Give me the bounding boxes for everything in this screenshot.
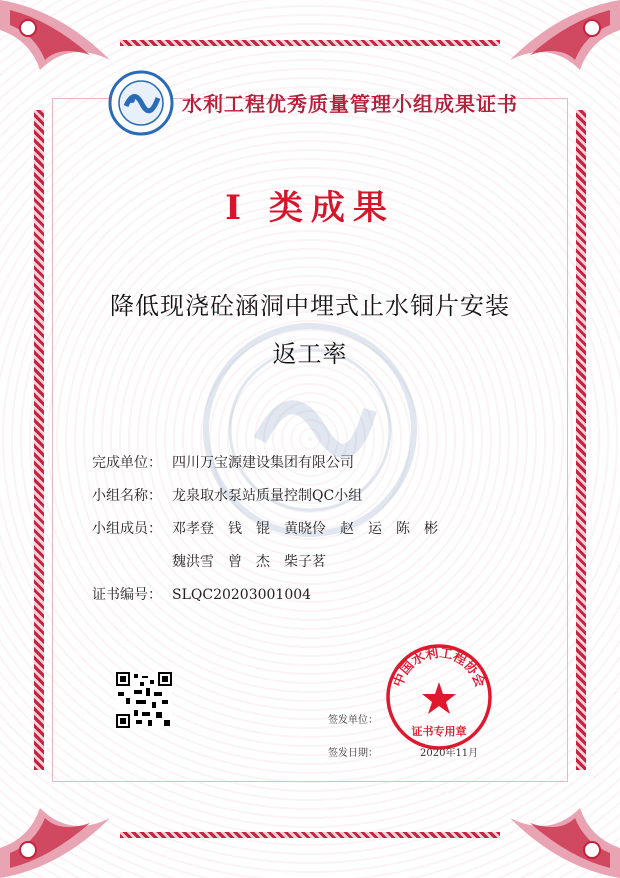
- members-label: 小组成员：: [92, 521, 162, 537]
- member-name: 曾 杰: [228, 554, 270, 570]
- member-name: 陈 彬: [396, 521, 438, 537]
- certificate-header-title: 水利工程优秀质量管理小组成果证书: [182, 92, 518, 116]
- member-name: 柴子茗: [284, 554, 326, 570]
- issue-date-label: 签发日期：: [328, 748, 378, 759]
- unit-row: [92, 452, 354, 472]
- border-strip-top: [120, 40, 500, 46]
- member-name: 钱 锟: [228, 521, 270, 537]
- group-label: 小组名称：: [92, 488, 162, 504]
- project-title-line1: 降低现浇砼涵洞中埋式止水铜片安装: [110, 292, 510, 320]
- member-name: 赵 运: [340, 521, 382, 537]
- members-row-continued: [172, 551, 340, 571]
- cert-no-row: [92, 584, 311, 604]
- seal-ring-text: 中国水利工程协会: [390, 645, 488, 690]
- seal-bottom-text: 证书专用章: [411, 725, 467, 738]
- qr-code-icon[interactable]: [116, 672, 172, 728]
- issue-unit-label: 签发单位：: [328, 715, 378, 726]
- cert-no-value: SLQC20203001004: [172, 587, 312, 603]
- unit-label: 完成单位：: [92, 455, 162, 471]
- association-logo-icon: [108, 70, 174, 136]
- member-name: 邓孝登: [172, 521, 214, 537]
- member-name: 魏洪雪: [172, 554, 214, 570]
- border-strip-bottom: [120, 832, 500, 838]
- members-row: [92, 518, 452, 538]
- project-title-line2: 返工率: [272, 340, 348, 368]
- group-value: 龙泉取水泵站质量控制QC小组: [172, 488, 363, 504]
- member-name: 黄晓伶: [284, 521, 326, 537]
- unit-value: 四川万宝源建设集团有限公司: [172, 455, 354, 471]
- cert-no-label: 证书编号：: [92, 587, 162, 603]
- issue-date-value: 2020年11月: [420, 748, 479, 759]
- group-row: [92, 485, 362, 505]
- award-level: I 类成果: [225, 188, 395, 228]
